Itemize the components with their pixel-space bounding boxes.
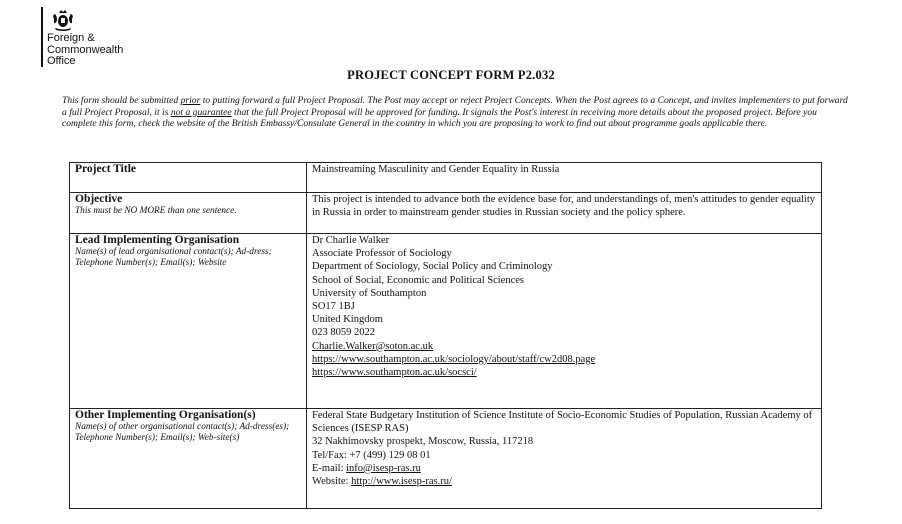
intro-underline: prior (180, 95, 201, 106)
logo-line: Commonwealth (47, 43, 124, 56)
objective-value: This project is intended to advance both the evidence base for, and understandings of, men's attitudes to gender equality in Russia in order to mainstream gender studies in Russian society and the policy sphere. (307, 193, 822, 234)
royal-coat-of-arms-icon (51, 9, 75, 31)
staff-page-link[interactable]: https://www.southampton.ac.uk/sociology/about/staff/cw2d08.page (312, 353, 596, 365)
org-website-line (312, 475, 816, 488)
org-email-line (312, 462, 816, 475)
contact-line: School of Social, Economic and Political Sciences (312, 274, 524, 286)
org-name: Federal State Budgetary Institution of Science Institute of Socio-Economic Studies of Population, Russian Academy of Sciences (ISESP RAS) (312, 410, 813, 435)
logo-divider (41, 7, 43, 67)
other-org-value (307, 409, 822, 509)
lead-org-hint: Name(s) of lead organisational contact(s); Ad-dress; Telephone Number(s); Email(s); Website (75, 247, 272, 268)
contact-line: University of Southampton (312, 287, 427, 299)
contact-line: Dr Charlie Walker (312, 235, 390, 246)
org-email-link[interactable]: info@isesp-ras.ru (346, 462, 421, 474)
intro-paragraph (62, 95, 852, 130)
label-cell (70, 193, 307, 234)
intro-text: that the full Project Proposal will be approved for funding. It signals the Post's interest in receiving more details about the proposed project. Before you complete this form, check the website of the British Embassy/Consulate General in the country in which you are proposing to work to find out about programme goals applicable there. (62, 106, 817, 130)
row-project-title (70, 163, 822, 193)
contact-line: Associate Professor of Sociology (312, 248, 452, 260)
project-title-value: Mainstreaming Masculinity and Gender Equality in Russia (307, 163, 822, 193)
other-org-hint: Name(s) of other organisational contact(s); Ad-dress(es); Telephone Number(s); Email(s); Web-site(s) (75, 422, 290, 443)
intro-text: This form should be submitted (62, 95, 181, 106)
form-title: PROJECT CONCEPT FORM P2.032 (347, 68, 555, 82)
org-telfax: Tel/Fax: +7 (499) 129 08 01 (312, 449, 431, 461)
concept-form-table (69, 162, 822, 509)
contact-line: Department of Sociology, Social Policy and Criminology (312, 261, 553, 273)
contact-line: 023 8059 2022 (312, 327, 375, 339)
contact-line: SO17 1BJ (312, 301, 355, 313)
website-label: Website: (312, 476, 352, 488)
label-cell (70, 163, 307, 193)
label-cell (70, 409, 307, 509)
email-label: E-mail: (312, 462, 347, 474)
lead-email-link[interactable]: Charlie.Walker@soton.ac.uk (312, 340, 434, 352)
project-title-label: Project Title (75, 163, 136, 175)
intro-underline: not a guarantee (170, 106, 232, 118)
label-cell (70, 234, 307, 409)
org-website-link[interactable]: http://www.isesp-ras.ru/ (351, 476, 452, 488)
logo-line: Foreign & (47, 32, 95, 44)
intro-text: to putting forward a full Project Proposal. The Post may accept or reject Project Concepts. When the Post agrees to a Concept, and invites implementers to put forward a full Project Proposal, it is (62, 95, 848, 118)
objective-label: Objective (75, 193, 123, 205)
logo-text (47, 33, 123, 68)
row-other-org (70, 409, 822, 509)
lead-org-value (307, 234, 822, 409)
other-org-label: Other Implementing Organisation(s) (75, 409, 256, 421)
lead-org-label: Lead Implementing Organisation (75, 234, 240, 246)
org-address: 32 Nakhimovsky prospekt, Moscow, Russia, 117218 (312, 436, 534, 448)
row-lead-org (70, 234, 822, 409)
row-objective (70, 193, 822, 234)
logo-line: Office (47, 55, 76, 67)
objective-hint: This must be NO MORE than one sentence. (75, 206, 237, 216)
school-website-link[interactable]: https://www.southampton.ac.uk/socsci/ (312, 367, 477, 379)
contact-line: United Kingdom (312, 314, 383, 326)
